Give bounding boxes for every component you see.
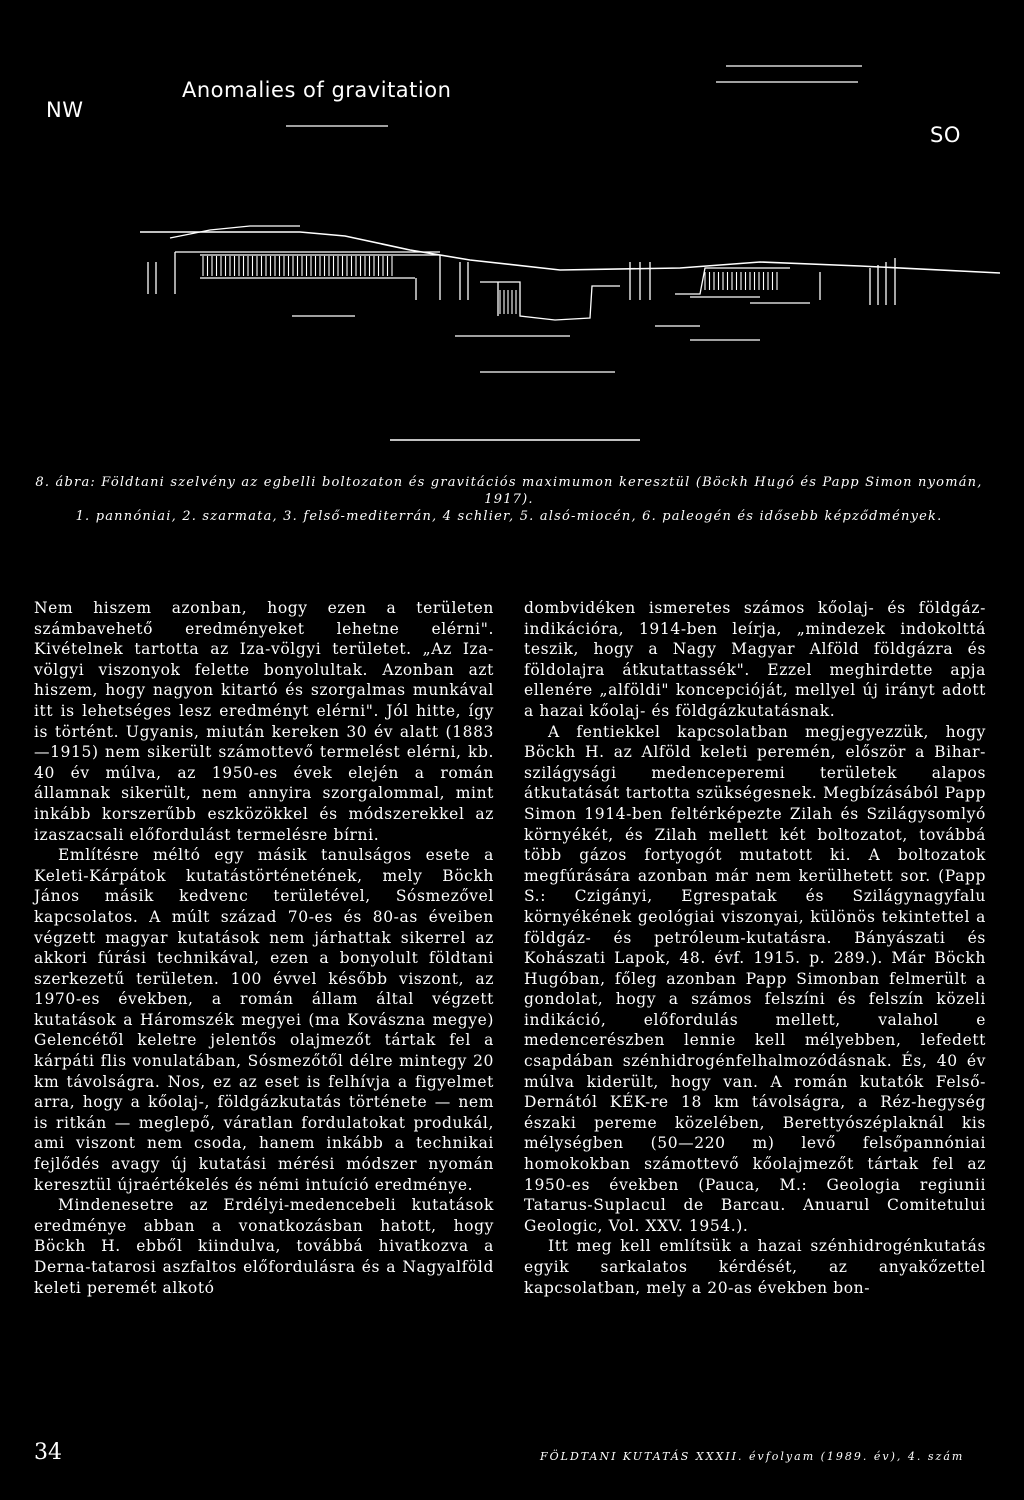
direction-label-nw: NW: [46, 98, 84, 122]
paragraph: Mindenesetre az Erdélyi-medencebeli kutatások eredménye abban a vonatkozásban hatott, hogy Böckh H. ebből kiindulva, továbbá hivatkozva a Derna-tatarosi aszfaltos előfordulásra és a Nagyalföld keleti peremét alkotó: [34, 1196, 494, 1297]
left-column: [34, 598, 494, 1298]
caption-legend: 1. pannóniai, 2. szarmata, 3. felső-mediterrán, 4 schlier, 5. alsó-miocén, 6. paleogén és idősebb képződmények.: [75, 509, 943, 524]
figure-title: Anomalies of gravitation: [182, 78, 452, 102]
caption-line: 8. ábra: Földtani szelvény az egbelli boltozaton és gravitációs maximumon keresztül (Böckh Hugó és Papp Simon nyomán, 1917).: [35, 475, 983, 507]
hatching-marks: [203, 256, 777, 314]
figure: [0, 0, 1024, 470]
syncline-block: [480, 282, 620, 320]
paragraph: Nem hiszem azonban, hogy ezen a területen számbavehető eredményeket lehetne elérni". Kivételnek tartotta az Iza-völgyi területet. „Az Iza-völgyi viszonyok felette bonyolultak. Azonban azt hiszem, hogy nagyon kitartó és szorgalmas munkával itt is lehetséges lesz eredményt elérni". Jól hitte, így is történt. Ugyanis, miután kereken 30 év alatt (1883—1915) nem sikerült számottevő termelést elérni, kb. 40 év múlva, az 1950-es évek elején a román államnak sikerült, nem annyira szorgalommal, mint inkább korszerűbb eszközökkel és módszerekkel az izaszacsali előfordulást termelésre bírni.: [34, 599, 494, 844]
figure-caption: [34, 474, 984, 525]
paragraph: Itt meg kell említsük a hazai szénhidrogénkutatás egyik sarkalatos kérdését, az anyakőzettel kapcsolatban, mely a 20-as években bon-: [524, 1237, 986, 1297]
paragraph: Említésre méltó egy másik tanulságos esete a Keleti-Kárpátok kutatástörténetének, mely Böckh János másik kedvenc területével, Sósmezővel kapcsolatos. A múlt század 70-es és 80-as éveiben végzett magyar kutatások nem járhattak sikerrel az akkori fúrási technikával, ezen a bonyolult földtani szerkezetű területen. 100 évvel később viszont, az 1970-es években, a román állam által végzett kutatások a Háromszék megyei (ma Kovászna megye) Gelencétől keletre jelentős olajmezőt tártak fel a kárpáti flis vonulatában, Sósmezőtől délre mintegy 20 km távolságra. Nos, ez az eset is felhívja a figyelmet arra, hogy a kőolaj-, földgázkutatás története — nem is ritkán — meglepő, váratlan fordulatokat produkál, ami viszont nem csoda, hanem inkább a technikai fejlődés avagy új kutatási mérési módszer nyomán keresztül újraértékelés és némi intuíció eredménye.: [34, 846, 494, 1194]
paragraph: A fentiekkel kapcsolatban megjegyezzük, hogy Böckh H. az Alföld keleti peremén, először a Bihar-szilágysági medenceperemi területek alapos átkutatását tartotta szükségesnek. Megbízásából Papp Simon 1914-ben feltérképezte Zilah és Szilágysomlyó környékét, és Zilah mellett két boltozatot, továbbá több gázos fortyogót mutatott ki. A boltozatok megfúrására azonban már nem kerülhetett sor. (Papp S.: Czigányi, Egrespatak és Szilágynagyfalu környékének geológiai viszonyai, különös tekintettel a földgáz- és petróleum-kutatásra. Bányászati és Kohászati Lapok, 48. évf. 1915. p. 289.). Már Böckh Hugóban, főleg azonban Papp Simonban felmerült a gondolat, hogy a számos felszíni és felszín közeli indikáció, előfordulás mellett, valahol e medencerészben lennie kell mélyebben, lefedett csapdában szénhidrogénfelhalmozódásnak. És, 40 év múlva kiderült, hogy van. A román kutatók Felső-Dernától KÉK-re 18 km távolságra, a Réz-hegység északi pereme közelében, Berettyószéplaknál kis mélységben (50—220 m) levő felsőpannóniai homokokban számottevő kőolajmezőt tártak fel az 1950-es években (Pauca, M.: Geologia regiunii Tatarus-Suplacul de Barcau. Anuarul Comitetului Geologic, Vol. XXV. 1954.).: [524, 722, 986, 1235]
right-column: [524, 598, 986, 1298]
journal-footer: FÖLDTANI KUTATÁS XXXII. évfolyam (1989. év), 4. szám: [540, 1450, 965, 1463]
direction-label-so: SO: [930, 123, 961, 147]
paragraph: dombvidéken ismeretes számos kőolaj- és földgáz-indikációra, 1914-ben leírja, „mindezek indokolttá teszik, hogy a Nagy Magyar Alföld földgázra és földolajra átkutattassék". Ezzel meghirdette apja ellenére „alföldi" koncepcióját, mellyel új irányt adott a hazai kőolaj- és földgázkutatásnak.: [524, 599, 986, 720]
page-number: 34: [34, 1440, 62, 1465]
gravity-section-diagram: [0, 0, 1024, 470]
